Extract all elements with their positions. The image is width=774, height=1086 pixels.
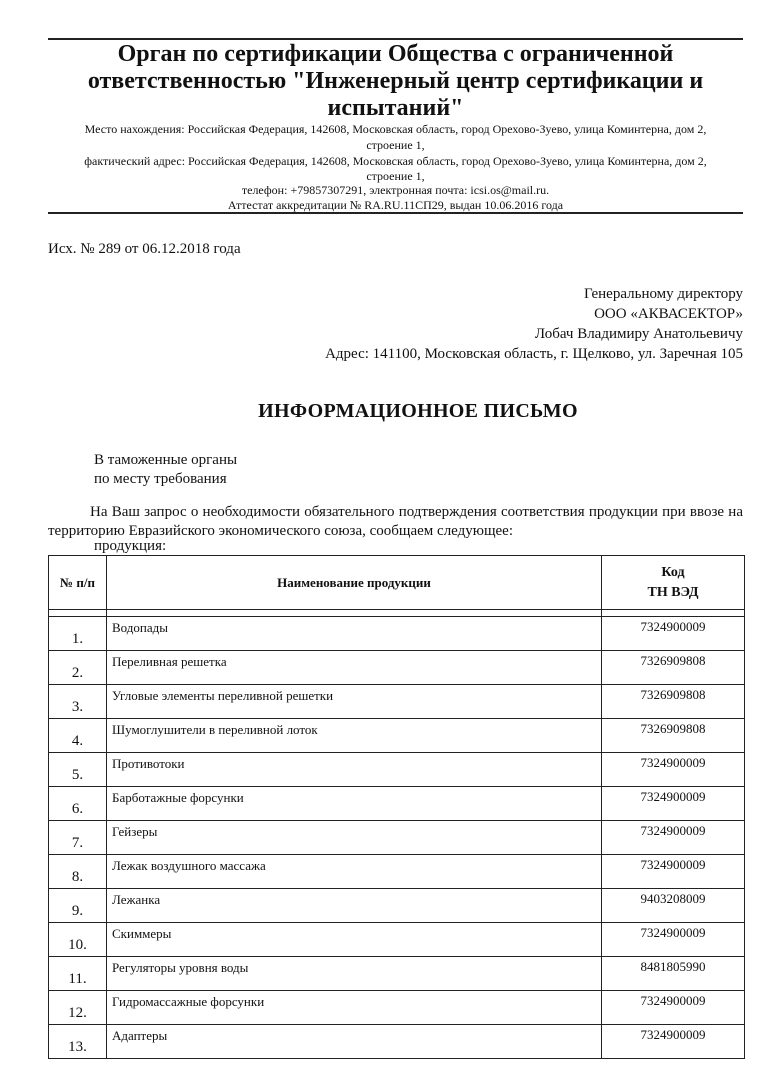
product-name-cell: Гейзеры	[107, 821, 602, 855]
product-name-cell: Адаптеры	[107, 1025, 602, 1059]
product-name-cell: Барботажные форсунки	[107, 787, 602, 821]
location-address-line-cont: строение 1,	[366, 138, 425, 152]
hs-code-cell: 7326909808	[602, 685, 745, 719]
product-name-cell: Противотоки	[107, 753, 602, 787]
actual-address-line: фактический адрес: Российская Федерация, 142608, Московская область, город Орехово-Зуево, улица Коминтерна, дом 2,	[84, 154, 707, 168]
product-name-cell: Шумоглушители в переливной лоток	[107, 719, 602, 753]
table-spacer-row	[49, 610, 745, 617]
row-number-cell: 10.	[49, 923, 107, 957]
row-number-cell: 13.	[49, 1025, 107, 1059]
hs-code-cell: 7324900009	[602, 617, 745, 651]
row-number-cell: 4.	[49, 719, 107, 753]
header-name: Наименование продукции	[107, 556, 602, 610]
recipient-block	[94, 451, 237, 489]
product-name-cell: Скиммеры	[107, 923, 602, 957]
spacer-cell	[107, 610, 602, 617]
addressee-block	[325, 284, 743, 364]
table-row	[49, 1025, 745, 1059]
letterhead-top-rule	[48, 38, 743, 40]
product-name-cell: Лежанка	[107, 889, 602, 923]
hs-code-cell: 9403208009	[602, 889, 745, 923]
row-number-cell: 3.	[49, 685, 107, 719]
table-header-row	[49, 556, 745, 610]
hs-code-cell: 8481805990	[602, 957, 745, 991]
row-number-cell: 5.	[49, 753, 107, 787]
document-title: ИНФОРМАЦИОННОЕ ПИСЬМО	[258, 400, 578, 422]
table-row	[49, 719, 745, 753]
actual-address-line-cont: строение 1,	[366, 169, 425, 183]
addressee-address: Адрес: 141100, Московская область, г. Щелково, ул. Заречная 105	[325, 346, 743, 362]
header-code-line-1: Код	[661, 565, 685, 580]
organization-title: Орган по сертификации Общества с ограниченной ответственностью "Инженерный центр сертификации и испытаний"	[87, 41, 704, 121]
contacts-line: телефон: +79857307291, электронная почта: icsi.os@mail.ru.	[241, 183, 550, 197]
product-name-cell: Гидромассажные форсунки	[107, 991, 602, 1025]
addressee-position: Генеральному директору	[583, 286, 743, 302]
product-name-cell: Лежак воздушного массажа	[107, 855, 602, 889]
table-row	[49, 991, 745, 1025]
products-table	[48, 555, 745, 1059]
addressee-person: Лобач Владимиру Анатольевичу	[534, 326, 743, 342]
hs-code-cell: 7324900009	[602, 787, 745, 821]
row-number-cell: 12.	[49, 991, 107, 1025]
row-number-cell: 9.	[49, 889, 107, 923]
product-name-cell: Угловые элементы переливной решетки	[107, 685, 602, 719]
row-number-cell: 6.	[49, 787, 107, 821]
hs-code-cell: 7324900009	[602, 855, 745, 889]
spacer-cell	[602, 610, 745, 617]
accreditation-line: Аттестат аккредитации № RA.RU.11СП29, выдан 10.06.2016 года	[227, 198, 564, 212]
header-code-line-2: ТН ВЭД	[647, 585, 699, 600]
recipient-line-2: по месту требования	[94, 471, 227, 487]
table-row	[49, 923, 745, 957]
table-row	[49, 753, 745, 787]
location-address-line: Место нахождения: Российская Федерация, 142608, Московская область, город Орехово-Зуево, улица Коминтерна, дом 2,	[84, 122, 707, 136]
row-number-cell: 7.	[49, 821, 107, 855]
letterhead-bottom-rule	[48, 212, 743, 214]
recipient-line-1: В таможенные органы	[94, 452, 238, 468]
spacer-cell	[49, 610, 107, 617]
outgoing-reference: Исх. № 289 от 06.12.2018 года	[48, 241, 241, 257]
table-row	[49, 889, 745, 923]
product-name-cell: Переливная решетка	[107, 651, 602, 685]
row-number-cell: 2.	[49, 651, 107, 685]
hs-code-cell: 7324900009	[602, 753, 745, 787]
table-row	[49, 787, 745, 821]
table-row	[49, 617, 745, 651]
hs-code-cell: 7324900009	[602, 821, 745, 855]
header-number: № п/п	[49, 556, 107, 610]
table-row	[49, 821, 745, 855]
table-row	[49, 685, 745, 719]
row-number-cell: 8.	[49, 855, 107, 889]
body-paragraph: На Ваш запрос о необходимости обязательного подтверждения соответствия продукции при ввозе на территорию Евразийского экономического союза, сообщаем следующее:	[48, 504, 743, 539]
product-name-cell: Водопады	[107, 617, 602, 651]
table-row	[49, 957, 745, 991]
products-label: продукция:	[94, 538, 167, 554]
table-row	[49, 855, 745, 889]
hs-code-cell: 7326909808	[602, 719, 745, 753]
table-row	[49, 651, 745, 685]
hs-code-cell: 7324900009	[602, 991, 745, 1025]
product-name-cell: Регуляторы уровня воды	[107, 957, 602, 991]
hs-code-cell: 7324900009	[602, 1025, 745, 1059]
row-number-cell: 1.	[49, 617, 107, 651]
header-code	[602, 556, 745, 610]
addressee-company: ООО «АКВАСЕКТОР»	[594, 306, 743, 322]
hs-code-cell: 7326909808	[602, 651, 745, 685]
hs-code-cell: 7324900009	[602, 923, 745, 957]
row-number-cell: 11.	[49, 957, 107, 991]
